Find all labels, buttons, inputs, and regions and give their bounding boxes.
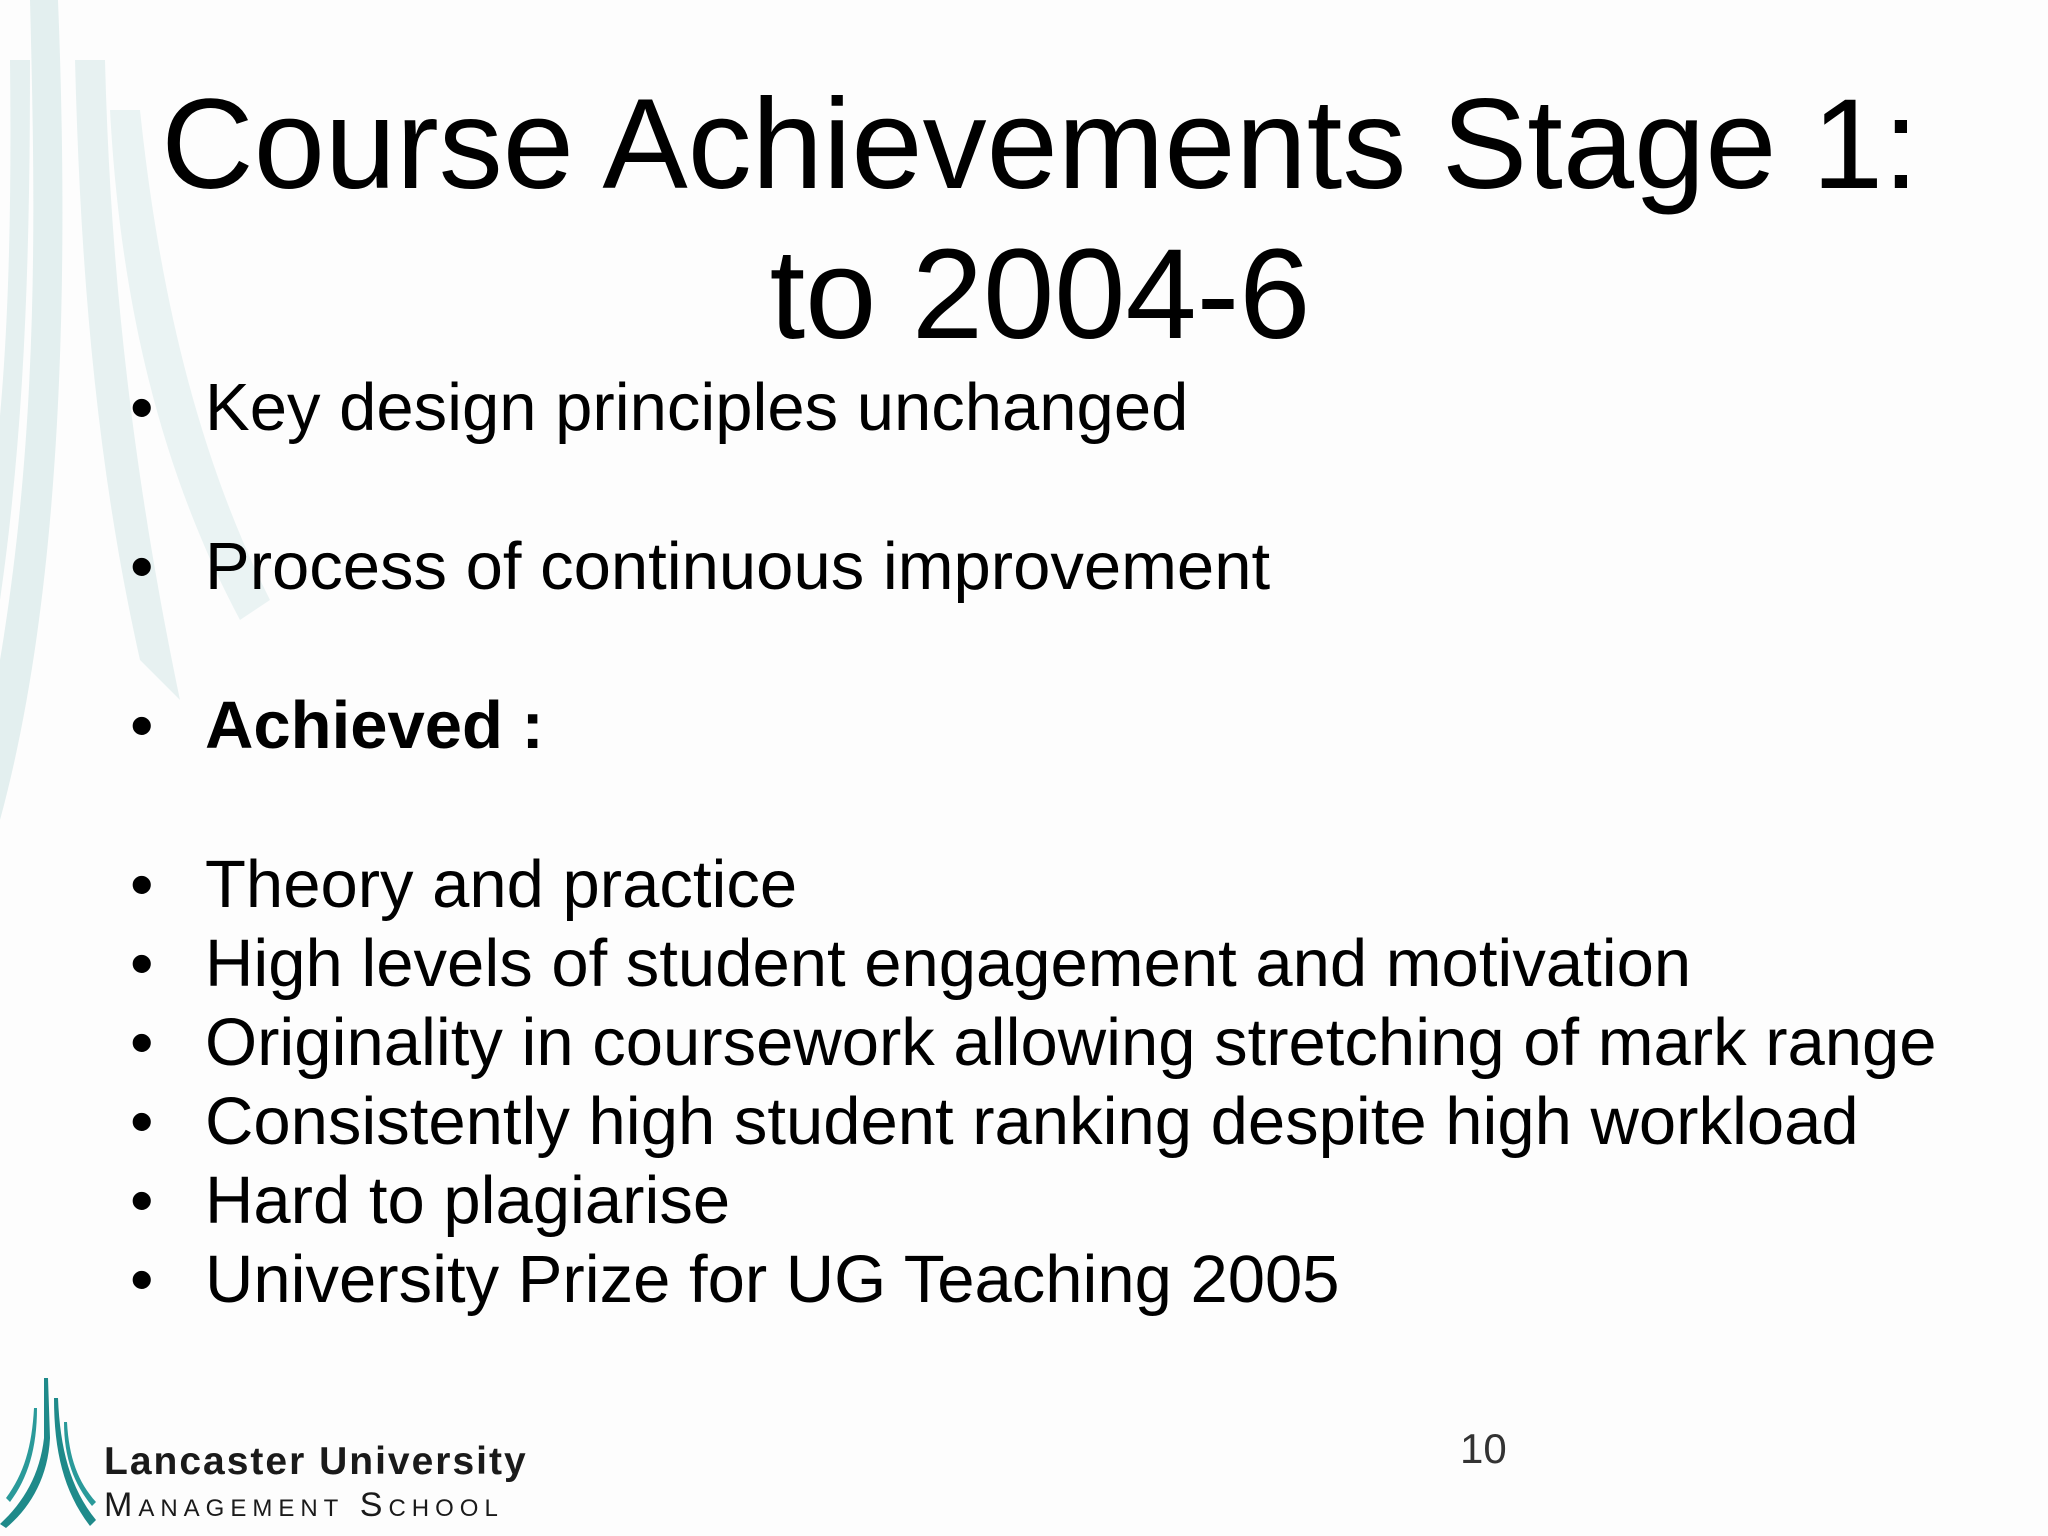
logo-text-school: Management School [104,1486,504,1524]
logo-text-university: Lancaster University [104,1440,528,1483]
bullet-icon: • [130,1242,154,1317]
list-item [130,845,2010,924]
bullet-text: High levels of student engagement and motivation [205,926,1692,1001]
bullet-icon: • [130,1163,154,1238]
list-item [130,1240,2010,1319]
bullet-icon: • [130,370,154,445]
bullet-icon: • [130,926,154,1001]
bullet-icon: • [130,529,154,604]
list-item [130,686,2010,765]
list-item [130,1161,2010,1240]
bullet-icon: • [130,688,154,763]
bullet-text: University Prize for UG Teaching 2005 [205,1242,1340,1317]
list-item [130,1082,2010,1161]
bullet-text-achieved: Achieved : [205,688,544,763]
bullet-text: Hard to plagiarise [205,1163,731,1238]
bullet-text: Theory and practice [205,847,798,922]
title-line-1: Course Achievements Stage 1: [161,73,1919,216]
bullet-text: Key design principles unchanged [205,370,1189,445]
page-number: 10 [1460,1425,1507,1472]
bullet-list [130,368,2010,1319]
bullet-icon: • [130,847,154,922]
bullet-text: Consistently high student ranking despite high workload [205,1084,1859,1159]
list-item [130,924,2010,1003]
title-line-2: to 2004-6 [769,223,1311,366]
university-logo [0,1370,700,1536]
bullet-icon: • [130,1005,154,1080]
lancaster-emblem-icon [0,1378,100,1528]
bullet-icon: • [130,1084,154,1159]
list-item [130,368,2010,447]
slide-title [100,70,1980,370]
list-item [130,527,2010,606]
bullet-text: Process of continuous improvement [205,529,1271,604]
bullet-text: Originality in coursework allowing stretching of mark range [205,1005,1937,1080]
list-item [130,1003,2010,1082]
